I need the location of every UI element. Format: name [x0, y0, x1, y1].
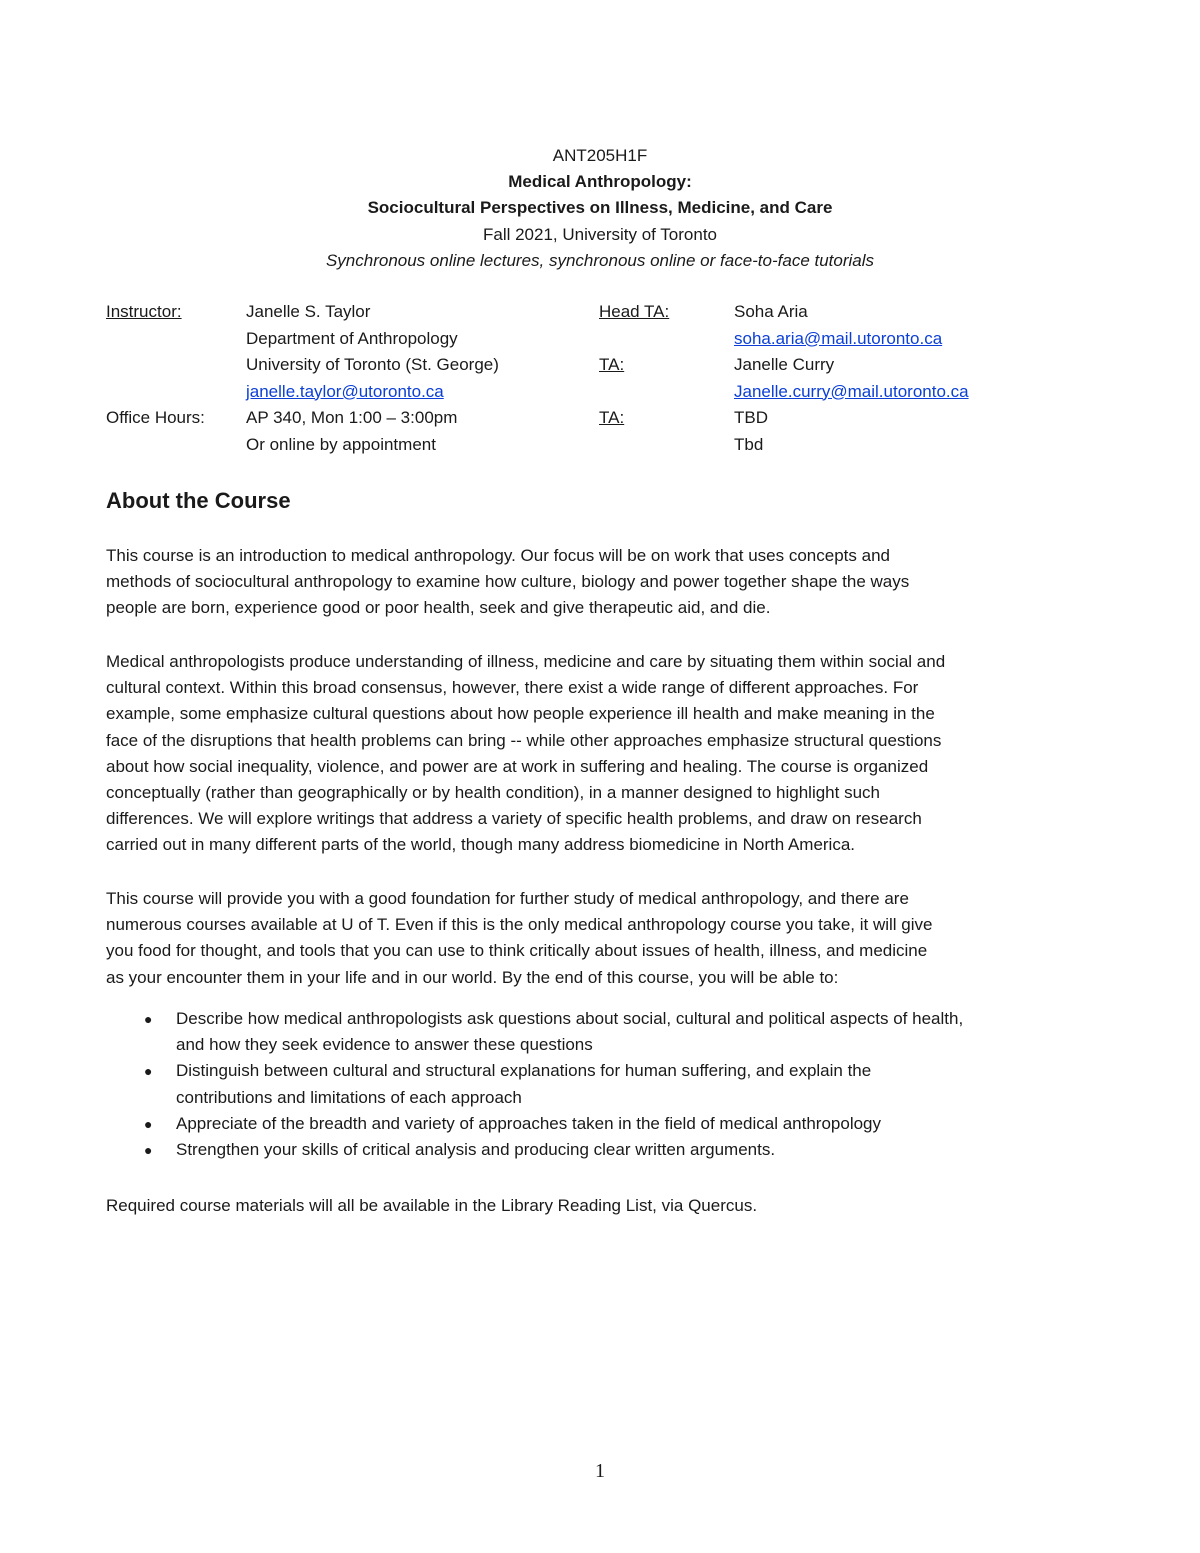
paragraph-line: This course is an introduction to medical anthropology. Our focus will be on work that uses concepts and — [106, 546, 890, 565]
instructor-email-link[interactable]: janelle.taylor@utoronto.ca — [246, 381, 444, 401]
paragraph-line: This course will provide you with a good foundation for further study of medical anthropology, and there are — [106, 889, 909, 908]
paragraph-line: differences. We will explore writings that address a variety of specific health problems, and draw on research — [106, 809, 922, 829]
instructor-details — [246, 299, 499, 458]
paragraph-line: about how social inequality, violence, and power are at work in suffering and healing. The course is organized — [106, 756, 929, 776]
ta2-email: Tbd — [734, 434, 764, 454]
closing-note: Required course materials will all be available in the Library Reading List, via Quercus. — [106, 1196, 758, 1215]
paragraph-line: numerous courses available at U of T. Even if this is the only medical anthropology course you take, it will give — [106, 915, 933, 935]
list-item-line: Appreciate of the breadth and variety of approaches taken in the field of medical anthropology — [176, 1113, 882, 1133]
head-ta-label: Head TA: — [599, 302, 670, 321]
ta2-name: TBD — [734, 408, 768, 427]
list-item — [106, 1137, 1106, 1163]
ta-details — [734, 299, 969, 458]
instructor-name: Janelle S. Taylor — [246, 302, 371, 321]
bullet-icon: ● — [144, 1063, 153, 1080]
list-item — [106, 1006, 1106, 1058]
office-hours-label: Office Hours: — [106, 408, 205, 427]
course-subtitle: Sociocultural Perspectives on Illness, Medicine, and Care — [367, 198, 833, 217]
paragraph-line: Medical anthropologists produce understanding of illness, medicine and care by situating them within social and — [106, 652, 946, 671]
list-item-line: Distinguish between cultural and structural explanations for human suffering, and explain the — [176, 1061, 872, 1081]
bullet-icon: ● — [144, 1142, 153, 1159]
section-heading-about: About the Course — [106, 488, 291, 513]
course-format: Synchronous online lectures, synchronous online or face-to-face tutorials — [325, 251, 875, 270]
learning-outcomes-list — [106, 1006, 1106, 1163]
paragraph-line: people are born, experience good or poor health, seek and give therapeutic aid, and die. — [106, 598, 771, 618]
paragraph-line: conceptually (rather than geographically or by health condition), in a manner designed to highlight such — [106, 783, 880, 803]
about-paragraph-1 — [106, 543, 1096, 622]
instructor-label: Instructor: — [106, 302, 182, 321]
paragraph-line: face of the disruptions that health problems can bring -- while other approaches emphasize structural questions — [106, 730, 942, 750]
office-hours-alternative: Or online by appointment — [246, 434, 436, 454]
head-ta-name: Soha Aria — [734, 302, 808, 321]
course-title: Medical Anthropology: — [508, 172, 692, 191]
ta1-email-link[interactable]: Janelle.curry@mail.utoronto.ca — [734, 381, 969, 401]
head-ta-email-link[interactable]: soha.aria@mail.utoronto.ca — [734, 328, 943, 348]
list-item-line: Strengthen your skills of critical analysis and producing clear written arguments. — [176, 1140, 776, 1160]
about-paragraph-3 — [106, 886, 1096, 991]
bullet-icon: ● — [144, 1115, 153, 1132]
list-item-line: Describe how medical anthropologists ask questions about social, cultural and political aspects of health, — [176, 1009, 964, 1028]
paragraph-line: methods of sociocultural anthropology to examine how culture, biology and power together shape the ways — [106, 572, 910, 592]
paragraph-line: as your encounter them in your life and in our world. By the end of this course, you will be able to: — [106, 967, 839, 987]
paragraph-line: cultural context. Within this broad consensus, however, there exist a wide range of different approaches. For — [106, 678, 919, 698]
office-hours-location: AP 340, Mon 1:00 – 3:00pm — [246, 408, 458, 427]
paragraph-line: you food for thought, and tools that you can use to think critically about issues of health, illness, and medicine — [106, 941, 928, 961]
ta1-name: Janelle Curry — [734, 355, 835, 374]
contact-labels — [106, 299, 205, 432]
ta2-label: TA: — [599, 408, 625, 427]
course-code: ANT205H1F — [552, 146, 648, 165]
course-term: Fall 2021, University of Toronto — [482, 225, 718, 244]
list-item-line: and how they seek evidence to answer these questions — [176, 1035, 593, 1055]
paragraph-line: carried out in many different parts of the world, though many address biomedicine in North America. — [106, 835, 856, 855]
page-number: 1 — [595, 1460, 605, 1482]
list-item-line: contributions and limitations of each approach — [176, 1087, 522, 1107]
paragraph-line: example, some emphasize cultural questions about how people experience ill health and make meaning in the — [106, 704, 935, 724]
list-item — [106, 1111, 1106, 1137]
bullet-icon: ● — [144, 1011, 153, 1027]
ta-labels — [599, 299, 669, 432]
about-paragraph-2 — [106, 649, 1096, 859]
instructor-university: University of Toronto (St. George) — [246, 355, 499, 374]
ta1-label: TA: — [599, 355, 625, 374]
list-item — [106, 1058, 1106, 1110]
instructor-department: Department of Anthropology — [246, 328, 458, 348]
